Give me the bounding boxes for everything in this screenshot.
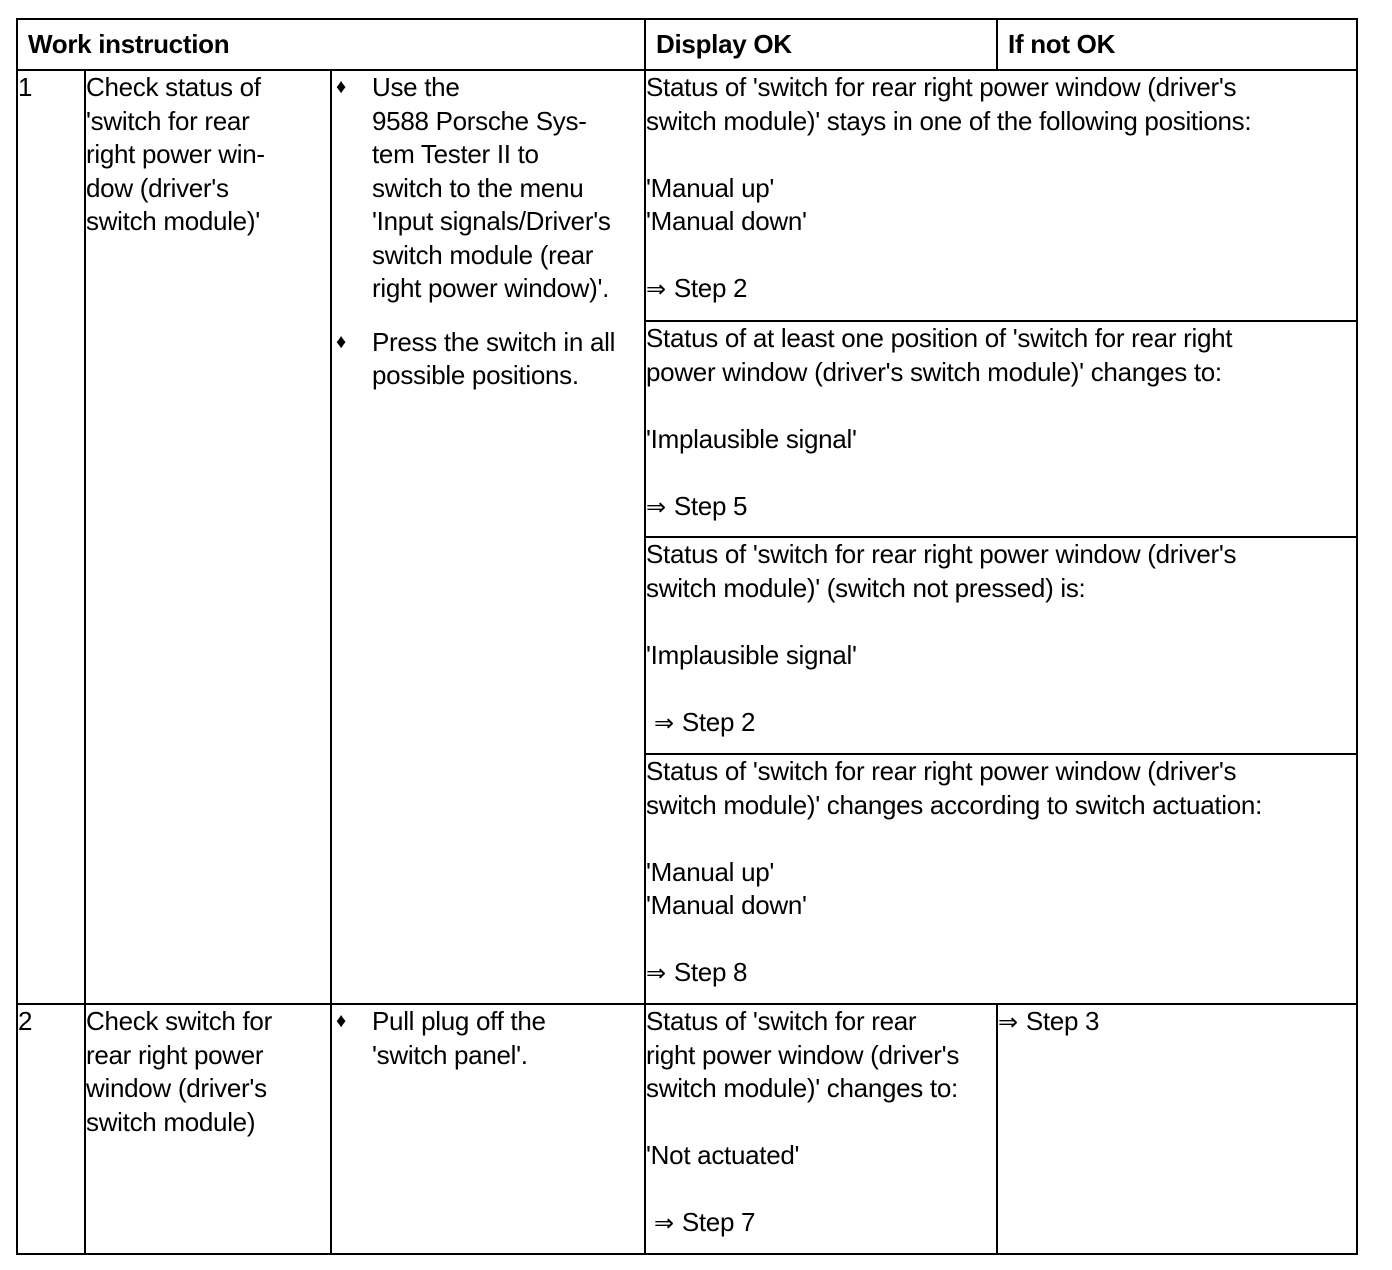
result-status-text: Status of 'switch for rear right power window (driver's switch module)' (switch not pressed) is: — [646, 539, 1237, 603]
result-values-text: 'Implausible signal' — [646, 639, 857, 670]
result-next-step — [646, 706, 1356, 741]
arrow-right-icon: ⇒ — [998, 1008, 1018, 1036]
step1-result-2 — [645, 321, 1357, 537]
step2-instruction-list — [332, 1005, 644, 1072]
result-step-label: Step 2 — [681, 706, 756, 737]
header-display-ok: Display OK — [645, 19, 997, 70]
step1-instructions — [331, 70, 645, 1004]
result-step-label: Step 3 — [1025, 1006, 1100, 1036]
result-values-text: 'Manual up' 'Manual down' — [646, 856, 807, 920]
diamond-bullet-icon: ♦ — [336, 76, 346, 98]
result-step-label: Step 8 — [673, 957, 748, 987]
arrow-right-icon: ⇒ — [654, 1209, 674, 1237]
arrow-right-icon: ⇒ — [654, 708, 674, 737]
result-next-step — [646, 956, 1356, 991]
result-next-step — [646, 1206, 996, 1241]
step1-number: 1 — [17, 70, 85, 1004]
result-values-text: 'Implausible signal' — [646, 423, 857, 454]
step1-result-4 — [645, 754, 1357, 1004]
step1-instruction-text: Press the switch in all possible positions. — [372, 326, 616, 390]
result-status-text: Status of 'switch for rear right power window (driver's switch module)' stays in one of the following positions: — [646, 72, 1252, 136]
result-next-step — [998, 1005, 1356, 1040]
step2-instruction-item — [332, 1005, 644, 1072]
result-status-text: Status of at least one position of 'switch for rear right power window (driver's switch module)' changes to: — [646, 323, 1233, 387]
diamond-bullet-icon: ♦ — [336, 330, 346, 353]
step1-result-3 — [645, 537, 1357, 754]
step2-if-not-ok — [997, 1004, 1357, 1254]
header-work-instruction: Work instruction — [17, 19, 645, 70]
result-next-step — [646, 490, 1356, 525]
result-status-text: Status of 'switch for rear right power window (driver's switch module)' changes to: — [646, 1006, 960, 1103]
header-row — [17, 19, 1357, 70]
result-step-label: Step 7 — [681, 1207, 756, 1237]
result-status-text: Status of 'switch for rear right power window (driver's switch module)' changes according to switch actuation: — [646, 756, 1262, 820]
arrow-right-icon: ⇒ — [646, 959, 666, 987]
step1-result-1 — [645, 70, 1357, 321]
result-values-text: 'Manual up' 'Manual down' — [646, 172, 807, 236]
result-step-label: Step 5 — [673, 490, 748, 521]
step2-instruction-text: Pull plug off the 'switch panel'. — [372, 1006, 546, 1070]
work-instruction-table — [16, 18, 1358, 1255]
result-step-label: Step 2 — [673, 273, 748, 303]
step2-instructions — [331, 1004, 645, 1254]
diamond-bullet-icon: ♦ — [336, 1010, 346, 1032]
header-if-not-ok: If not OK — [997, 19, 1357, 70]
step1-instruction-list — [332, 71, 644, 393]
step1-instruction-item — [332, 326, 644, 393]
step2-row — [17, 1004, 1357, 1254]
step2-display-ok — [645, 1004, 997, 1254]
step2-number: 2 — [17, 1004, 85, 1254]
step1-instruction-text: Use the 9588 Porsche Sys- tem Tester II to switch to the menu 'Input signals/Driver's switch module (rear right power window)'. — [372, 72, 611, 303]
result-next-step — [646, 272, 1356, 307]
step1-instruction-item — [332, 71, 644, 306]
step1-check-text: Check status of 'switch for rear right power win- dow (driver's switch module)' — [85, 70, 331, 1004]
step2-check-text: Check switch for rear right power window (driver's switch module) — [85, 1004, 331, 1254]
result-values-text: 'Not actuated' — [646, 1140, 800, 1170]
arrow-right-icon: ⇒ — [646, 492, 666, 521]
step1-row-a — [17, 70, 1357, 321]
arrow-right-icon: ⇒ — [646, 275, 666, 303]
